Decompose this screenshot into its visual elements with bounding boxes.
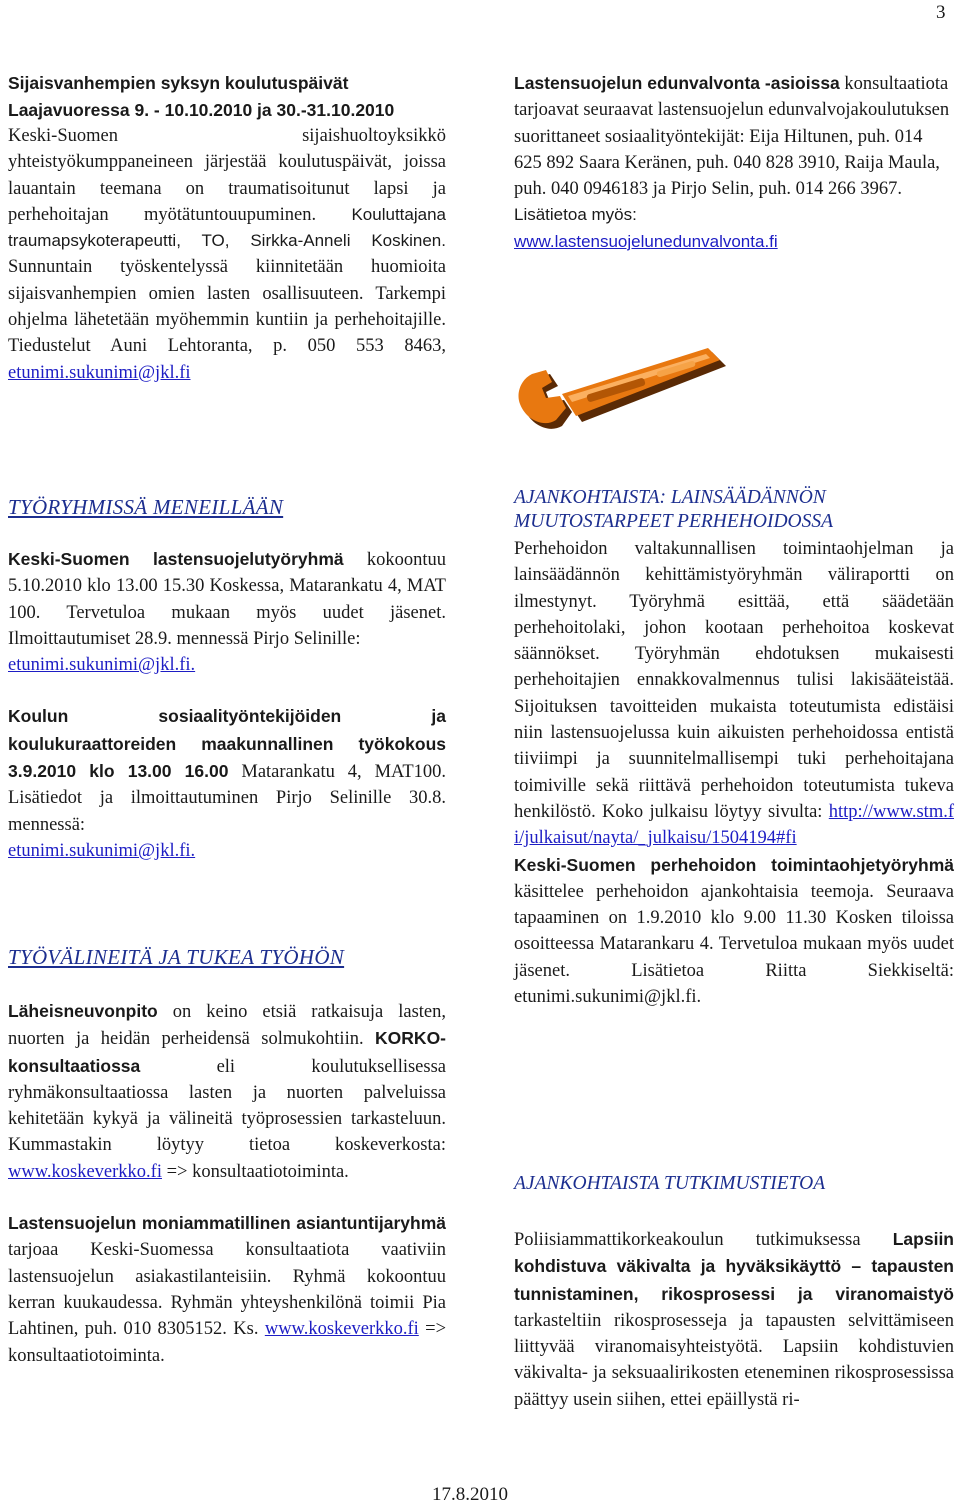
page-number: 3 [936,2,946,23]
working-group-1 [8,546,446,678]
tools-p1-title: Läheisneuvonpito [8,1001,158,1021]
training-paragraph [8,123,446,386]
tools-p1-body2: eli koulutuksellisessa ryhmäkonsultaatiossa lasten ja nuorten palveluissa kehitetään kykyä ja välineitä työprosessien tarkasteluun. Kummastakin löytyy tietoa koskeverkosta: [8,1056,446,1156]
tools-p1-link[interactable]: www.koskeverkko.fi [8,1161,162,1182]
working-group-1-email[interactable]: etunimi.sukunimi@jkl.fi. [8,655,196,676]
supervision-link[interactable]: www.lastensuojelunedunvalvonta.fi [514,231,778,251]
training-email-link[interactable]: etunimi.sukunimi@jkl.fi [8,362,191,383]
legislation-link[interactable]: http://www.stm.fi/julkaisut/nayta/_julkaisu/1504194#fi [514,801,954,849]
research-heading: AJANKOHTAISTA TUTKIMUSTIETOA [514,1173,826,1194]
tools-p2-tail: => konsultaatiotoiminta. [8,1319,447,1366]
working-groups-heading: TYÖRYHMISSÄ MENEILLÄÄN [8,495,284,519]
tools-p2-link[interactable]: www.koskeverkko.fi [264,1319,419,1340]
research-intro: Poliisiammattikorkeakoulun tutkimuksessa [514,1230,861,1250]
working-group-2-body: Matarankatu 4, MAT100. Lisätiedot ja ilmoittautuminen Pirjo Selinille 30.8. mennessä: [8,762,447,835]
training-section [8,70,446,386]
tools-heading: TYÖVÄLINEITÄ JA TUKEA TYÖHÖN [8,945,345,969]
supervision-title: Lastensuojelun edunvalvonta -asioissa [514,73,840,93]
research-body: tarkasteltiin rikosprosesseja ja tapausten selvittämiseen liittyvää viranomaisyhteistyötä. Lapsiin kohdistuvien väkivalta- ja seksuaalirikosten eteneminen rikosprosessissa päättyy usein siihen, ettei epäillystä ri- [514,1310,954,1410]
tools-p2-body: tarjoaa Keski-Suomessa konsultaatiota vaativiin lastensuojelun asiakastilanteisiin. Ryhmä kokoontuu kerran kuukaudessa. Ryhmän yhteyshenkilönä toimii Pia Lahtinen, puh. 010 8305152. Ks. [8,1240,446,1340]
training-body2: Sunnuntain työskentelyssä kiinnitetään huomioita sijaisvanhempien omien lasten osallisuuteen. Tarkempi ohjelma lähetetään myöhemmin kuntiin ja perhehoitajille. Tiedustelut Auni Lehtoranta, p. 050 553 8463, [8,257,446,357]
tools-section [8,998,446,1369]
tools-p1-body: on keino etsiä ratkaisuja lasten, nuorten ja heidän perheidensä solmukohtiin. [8,1002,446,1050]
legislation-paragraph [514,536,954,852]
working-group-2-title: Koulun sosiaalityöntekijöiden ja koulukuraattoreiden maakunnallinen työkokous 3.9.2010 klo 13.00 16.00 [8,706,446,782]
wrench-icon [510,338,740,446]
legislation-section [514,536,954,1010]
supervision-paragraph [514,70,954,255]
wrench-illustration [510,338,740,446]
tools-p2-title: Lastensuojelun moniammatillinen asiantuntijaryhmä [8,1213,446,1234]
legislation-group [514,852,954,1011]
supervision-body: konsultaatiota tarjoavat seuraavat lastensuojelun edunvalvojakoulutuksen suorittaneet sosiaalityöntekijät: Eija Hiltunen, puh. 014 625 892 Saara Keränen, puh. 040 828 3910, Raija Maula, puh. 040 0946183 ja Pirjo Selin, puh. 014 266 3967. [514,74,950,200]
working-group-2 [8,703,446,864]
working-group-1-body: kokoontuu 5.10.2010 klo 13.00 15.30 Koskessa, Matarankatu 4, MAT 100. Tervetuloa mukaan myös uudet jäsenet. Ilmoittautumiset 28.9. mennessä Pirjo Selinille: [8,550,446,649]
tools-p1-title2: KORKO-konsultaatiossa [8,1028,447,1076]
legislation-body: Perhehoidon valtakunnallisen toimintaohjelman ja lainsäädännön kehittämistyöryhmän väliraportti on ilmestynyt. Työryhmä esittää, että säädetään perhehoitolaki, johon kootaan perhehoitoa koskevat säännökset. Työryhmän ehdotuksen mukaisesti perhehoitajien ennakkovalmennus tulisi lakisääteistää. Sijoituksen tavoitteiden mukaista toteutumista edistäisi niin lastensuojelussa kuin aikuisten perhehoidossa entistä tiiviimpi ja suunnitelmallisempi tuki perhehoitajana toimiville sekä riittävä perhehoidon toteutumista tukeva henkilöstö. Koko julkaisu löytyy sivulta: [514,539,954,822]
legislation-group-title: Keski-Suomen perhehoidon toimintaohjetyöryhmä [514,854,954,875]
tools-p1-tail: => konsultaatiotoiminta. [166,1161,349,1182]
working-group-2-email[interactable]: etunimi.sukunimi@jkl.fi. [8,840,196,861]
legislation-heading: AJANKOHTAISTA: LAINSÄÄDÄNNÖN MUUTOSTARPEET PERHEHOIDOSSA [514,487,834,532]
research-title: Lapsiin kohdistuva väkivalta ja hyväksikäyttö – tapausten tunnistaminen, rikosprosessi ja viranomaistyö [514,1229,954,1304]
tools-paragraph-2 [8,1210,446,1369]
tools-paragraph-1 [8,998,446,1185]
supervision-more-label: Lisätietoa myös: [514,205,637,225]
footer-date: 17.8.2010 [432,1484,508,1505]
training-title: Sijaisvanhempien syksyn koulutuspäivät Laajavuoressa 9. - 10.10.2010 ja 30.-31.10.2010 [8,73,395,120]
working-group-1-title: Keski-Suomen lastensuojelutyöryhmä [8,549,344,569]
legislation-group-body: käsittelee perhehoidon ajankohtaisia teemoja. Seuraava tapaaminen on 1.9.2010 klo 9.00 11.30 Kosken tiloissa osoitteessa Matarankaru 4. Tervetuloa mukaan myös uudet jäsenet. Lisätietoa Riitta Siekkiseltä: etunimi.sukunimi@jkl.fi. [514,881,954,1008]
working-groups-section [8,546,446,864]
supervision-section [514,70,954,255]
training-body: Keski-Suomen sijaishuoltoyksikkö yhteistyökumppaneineen järjestää koulutuspäivät, joissa lauantain teemana on traumatisoitunut lapsi ja perhehoitajan myötätuntouupuminen. [8,126,446,225]
research-section [514,1226,954,1413]
research-paragraph [514,1226,954,1413]
training-trainer: Kouluttajana traumapsykoterapeutti, TO, Sirkka-Anneli Koskinen. [8,204,446,251]
